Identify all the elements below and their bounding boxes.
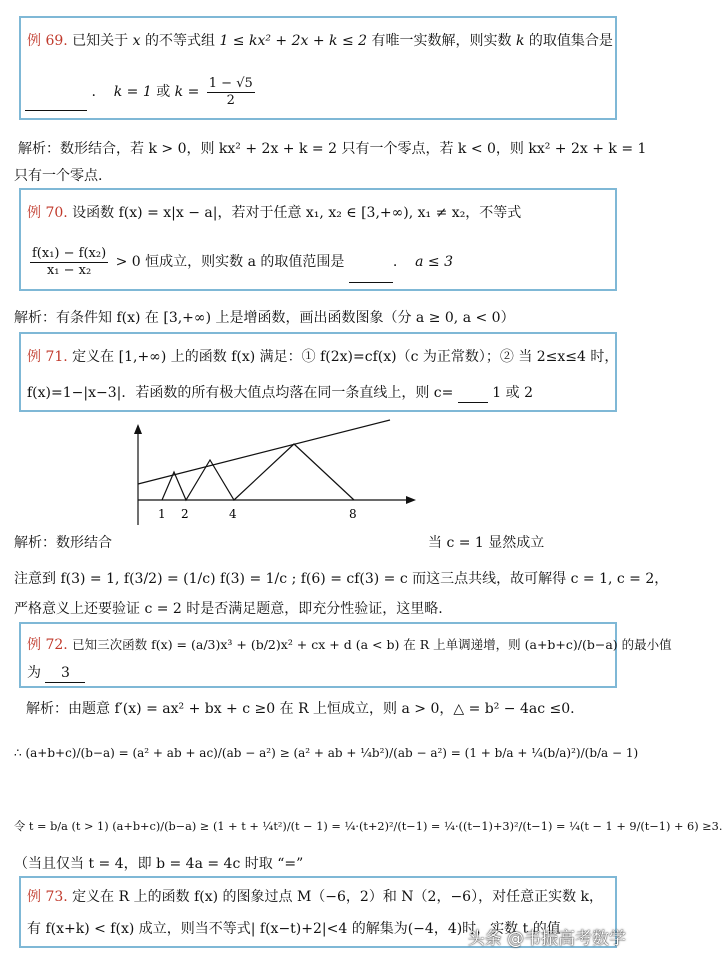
tick-label-8: 8 <box>349 507 357 521</box>
ex69-frac-den: 2 <box>226 92 235 108</box>
ex70-fraction <box>30 246 108 279</box>
solution-69-line2: 只有一个零点. <box>14 168 103 184</box>
ex70-frac-num: f(x₁) − f(x₂) <box>32 245 107 261</box>
answer-blank <box>25 74 87 111</box>
x-axis-arrow <box>406 496 416 504</box>
ex71-line2-text: f(x)=1−|x−3|．若函数的所有极大值点均落在同一条直线上，则 c= <box>27 385 454 401</box>
solution-69-line1: 解析：数形结合，若 k > 0，则 kx² + 2x + k = 2 只有一个零点，若 k < 0，则 kx² + 2x + k = 1 <box>18 141 647 157</box>
example-73-label: 例 73. <box>27 889 68 905</box>
example-69-box <box>19 16 617 120</box>
example-71-box <box>19 332 617 412</box>
solution-71-line2: 注意到 f(3) = 1, f(3/2) = (1/c) f(3) = 1/c ; f(6) = cf(3) = c 而这三点共线，故可解得 c = 1, c = 2， <box>14 571 669 587</box>
answer-blank <box>45 664 85 683</box>
ex69-answer-a: k = 1 <box>113 84 152 100</box>
ex69-frac-num: 1 − √5 <box>208 75 253 91</box>
example-70-line2: $\frac{\text{f(x₁) − f(x₂)}}{\text{x₁ − x₂}}$ > 0 恒成立，则实数 a 的取值范围是 . a ≤ 3 <box>27 242 453 283</box>
solution-71-line3: 严格意义上还要验证 c = 2 时是否满足题意，即充分性验证，这里略. <box>14 601 443 617</box>
ex73-line1-text: 定义在 R 上的函数 f(x) 的图象过点 M（−6，2）和 N（2，−6），对任意正实数 k， <box>72 889 604 905</box>
ex70-line1-text: 设函数 f(x) = x|x − a|，若对于任意 x₁, x₂ ∈ [3,+∞), x₁ ≠ x₂，不等式 <box>72 205 522 221</box>
answer-blank <box>349 242 393 283</box>
solution-72-line2: ∴ (a+b+c)/(b−a) = (a² + ab + ac)/(ab − a²) ≥ (a² + ab + ¼b²)/(ab − a²) = (1 + b/a + ¼(b/a)²)/(b/a − 1) <box>14 746 639 760</box>
ex69-var-x: x <box>132 33 141 49</box>
function-curve <box>162 444 354 500</box>
ex69-period: . <box>91 84 96 100</box>
ex69-fraction <box>207 76 255 109</box>
example-70-label: 例 70. <box>27 205 68 221</box>
ex70-frac-den: x₁ − x₂ <box>46 262 92 278</box>
tick-label-1: 1 <box>158 507 166 521</box>
ex69-text4: 的取值集合是 <box>528 33 613 49</box>
example-72-line1 <box>27 636 672 654</box>
ex72-answer: 3 <box>60 665 70 681</box>
ex72-line1-text: 已知三次函数 f(x) = (a/3)x³ + (b/2)x² + cx + d (a < b) 在 R 上单调递增，则 (a+b+c)/(b−a) 的最小值 <box>72 637 672 652</box>
y-axis-arrow <box>134 424 142 434</box>
example-69-question <box>27 32 613 50</box>
tick-label-2: 2 <box>181 507 189 521</box>
solution-71-line1-left: 解析：数形结合 <box>14 535 112 551</box>
example-70-box <box>19 188 617 291</box>
ex69-var-k: k <box>515 33 525 49</box>
ex69-inequality: 1 ≤ kx² + 2x + k ≤ 2 <box>219 33 368 49</box>
solution-71-line1-right: 当 c = 1 显然成立 <box>428 535 545 551</box>
example-72-line2 <box>27 664 85 683</box>
maxima-line <box>138 420 390 484</box>
example-70-line1 <box>27 204 521 222</box>
ex69-text1: 已知关于 <box>72 33 129 49</box>
ex73-line2-text: 有 f(x+k) < f(x) 成立，则当不等式| f(x−t)+2|<4 的解集为(−4，4)时，实数 t 的值 <box>27 921 561 937</box>
solution-72-line4: （当且仅当 t = 4，即 b = 4a = 4c 时取 “=” <box>14 856 304 872</box>
ex69-or: 或 <box>156 84 171 100</box>
example-69-answer-line <box>25 74 258 111</box>
example-71-line1 <box>27 348 618 366</box>
ex69-answer-b: k = <box>174 84 200 100</box>
function-graph <box>118 420 438 530</box>
example-72-label: 例 72. <box>27 637 68 653</box>
ex72-line2-text: 为 <box>27 665 41 681</box>
ex69-text3: 有唯一实数解，则实数 <box>371 33 512 49</box>
watermark: 头条 @韦振高考数学 <box>467 929 626 949</box>
example-69-label: 例 69. <box>27 33 68 49</box>
solution-70-line1: 解析：有条件知 f(x) 在 [3,+∞) 上是增函数，画出函数图象（分 a ≥ 0, a < 0） <box>14 310 515 326</box>
solution-72-line3: 令 t = b/a (t > 1) (a+b+c)/(b−a) ≥ (1 + t + ¼t²)/(t − 1) = ¼·(t+2)²/(t−1) = ¼·((t−1)+3)²/(t−1) = ¼(t − 1 + 9/(t−1) + 6) ≥3. <box>14 820 722 833</box>
example-71-line2 <box>27 384 533 403</box>
solution-72-line1: 解析：由题意 f′(x) = ax² + bx + c ≥0 在 R 上恒成立，则 a > 0，△ = b² − 4ac ≤0. <box>26 701 575 717</box>
ex71-line1-text: 定义在 [1,+∞) 上的函数 f(x) 满足：① f(2x)=cf(x)（c 为正常数）；② 当 2≤x≤4 时， <box>72 349 619 365</box>
ex69-text2: 的不等式组 <box>144 33 215 49</box>
answer-blank <box>458 384 488 403</box>
example-73-line1 <box>27 888 603 906</box>
example-72-box <box>19 622 672 688</box>
tick-label-4: 4 <box>229 507 237 521</box>
ex70-answer: a ≤ 3 <box>415 254 454 270</box>
ex71-answer: 1 或 2 <box>492 385 533 401</box>
ex70-line2-text: > 0 恒成立，则实数 a 的取值范围是 <box>115 254 345 270</box>
example-71-label: 例 71. <box>27 349 68 365</box>
